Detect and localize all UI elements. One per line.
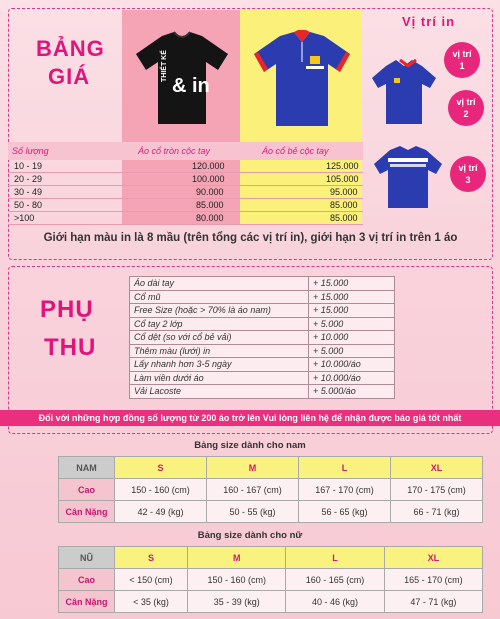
surcharge-label: Lấy nhanh hơn 3-5 ngày: [130, 358, 309, 372]
surcharge-label: Free Size (hoặc > 70% là áo nam): [130, 304, 309, 318]
height-label: Cao: [59, 569, 115, 591]
size-header: XL: [384, 547, 482, 569]
price-row: [8, 160, 363, 173]
surcharge-label: Cổ dệt (so với cổ bẻ vải): [130, 331, 309, 345]
surcharge-table: [129, 276, 395, 399]
table-row: [59, 569, 483, 591]
surcharge-value: + 15.000: [309, 290, 395, 304]
surcharge-title-line2: THU: [44, 334, 97, 361]
polo-back-position: [372, 142, 452, 214]
height-cell: < 150 (cm): [115, 569, 188, 591]
surcharge-value: + 10.000/áo: [309, 358, 395, 372]
print-limit-note: Giới hạn màu in là 8 mầu (trên tổng các vị trí in), giới hạn 3 vị trí in trên 1 áo: [43, 232, 458, 244]
price-row: [8, 199, 363, 212]
weight-cell: 40 - 46 (kg): [286, 591, 384, 613]
height-cell: 160 - 165 (cm): [286, 569, 384, 591]
tee-print-text-1: THIẾT KẾ: [161, 50, 168, 82]
weight-cell: 56 - 65 (kg): [299, 501, 391, 523]
surcharge-value: + 10.000: [309, 331, 395, 345]
position-2-badge: [446, 88, 486, 128]
surcharge-value: + 5.000: [309, 344, 395, 358]
round-price-cell: 80.000: [196, 213, 224, 223]
weight-cell: 50 - 55 (kg): [207, 501, 299, 523]
collar-price-cell: 105.000: [326, 174, 359, 184]
table-row: [59, 479, 483, 501]
height-cell: 170 - 175 (cm): [391, 479, 483, 501]
bulk-order-banner: Đối với những hợp đồng số lượng từ 200 áo trở lên Vui lòng liên hệ để nhận được báo giá tốt nhất: [0, 410, 500, 426]
surcharge-label: Làm viền dưới áo: [130, 371, 309, 385]
surcharge-label: Cổ tay 2 lớp: [130, 317, 309, 331]
surcharge-title-line1: PHỤ: [40, 296, 94, 323]
collar-price-cell: 85.000: [330, 200, 358, 210]
position-3-badge: [448, 154, 488, 194]
table-row: [59, 547, 483, 569]
male-size-title: Bảng size dành cho nam: [194, 440, 306, 451]
table-row: [130, 371, 395, 385]
blue-polo-image: [250, 28, 354, 132]
table-row: [130, 385, 395, 399]
height-cell: 150 - 160 (cm): [188, 569, 286, 591]
round-price-cell: 85.000: [196, 200, 224, 210]
size-header: M: [207, 457, 299, 479]
size-header: L: [299, 457, 391, 479]
tee-print-text-2: & in: [172, 75, 210, 97]
size-header: XL: [391, 457, 483, 479]
surcharge-value: + 15.000: [309, 304, 395, 318]
table-row: [130, 317, 395, 331]
size-header: S: [115, 457, 207, 479]
male-size-table: [58, 456, 483, 523]
height-cell: 167 - 170 (cm): [299, 479, 391, 501]
table-row: [130, 277, 395, 291]
female-size-table: [58, 546, 483, 613]
size-header: S: [115, 547, 188, 569]
surcharge-label: Cổ mũ: [130, 290, 309, 304]
table-row: [130, 290, 395, 304]
svg-text:3: 3: [465, 175, 471, 185]
qty-cell: 10 - 19: [14, 161, 43, 171]
height-cell: 160 - 167 (cm): [207, 479, 299, 501]
surcharge-value: + 15.000: [309, 277, 395, 291]
qty-header: Số lượng: [12, 146, 49, 156]
weight-cell: < 35 (kg): [115, 591, 188, 613]
table-row: [130, 304, 395, 318]
black-tshirt-image: [132, 28, 232, 128]
svg-text:vị trí: vị trí: [456, 97, 476, 107]
surcharge-label: Thêm màu (lưới) in: [130, 344, 309, 358]
qty-cell: 20 - 29: [14, 174, 43, 184]
surcharge-value: + 5.000/áo: [309, 385, 395, 399]
round-price-cell: 120.000: [192, 161, 225, 171]
svg-text:2: 2: [463, 109, 469, 119]
price-title-line2: GIÁ: [48, 64, 91, 89]
table-row: [130, 344, 395, 358]
round-price-cell: 100.000: [192, 174, 225, 184]
height-cell: 150 - 160 (cm): [115, 479, 207, 501]
gender-label: NAM: [59, 457, 115, 479]
surcharge-label: Vải Lacoste: [130, 385, 309, 399]
gender-label: NŨ: [59, 547, 115, 569]
qty-cell: 30 - 49: [14, 187, 43, 197]
collar-header: Áo cổ bẻ cộc tay: [262, 146, 329, 156]
price-row: [8, 173, 363, 186]
height-cell: 165 - 170 (cm): [384, 569, 482, 591]
table-row: [59, 457, 483, 479]
surcharge-value: + 10.000/áo: [309, 371, 395, 385]
qty-cell: >100: [14, 213, 35, 223]
price-row: [8, 212, 363, 225]
height-label: Cao: [59, 479, 115, 501]
collar-price-cell: 125.000: [326, 161, 359, 171]
print-position-title: Vị trí in: [402, 14, 456, 29]
weight-cell: 47 - 71 (kg): [384, 591, 482, 613]
collar-price-cell: 85.000: [330, 213, 358, 223]
price-row: [8, 186, 363, 199]
weight-label: Cân Nặng: [59, 591, 115, 613]
round-neck-header: Áo cổ tròn cộc tay: [138, 146, 211, 156]
svg-text:vị trí: vị trí: [452, 49, 472, 59]
qty-cell: 50 - 80: [14, 200, 43, 210]
svg-text:vị trí: vị trí: [458, 163, 478, 173]
table-row: [130, 331, 395, 345]
weight-cell: 42 - 49 (kg): [115, 501, 207, 523]
svg-text:1: 1: [459, 61, 465, 71]
table-row: [130, 358, 395, 372]
weight-cell: 66 - 71 (kg): [391, 501, 483, 523]
price-title-line1: BẢNG: [36, 36, 105, 61]
size-header: L: [286, 547, 384, 569]
surcharge-label: Áo dài tay: [130, 277, 309, 291]
weight-cell: 35 - 39 (kg): [188, 591, 286, 613]
surcharge-value: + 5.000: [309, 317, 395, 331]
table-row: [59, 591, 483, 613]
size-header: M: [188, 547, 286, 569]
collar-price-cell: 95.000: [330, 187, 358, 197]
table-row: [59, 501, 483, 523]
female-size-title: Bảng size dành cho nữ: [197, 530, 303, 541]
round-price-cell: 90.000: [196, 187, 224, 197]
position-1-badge: [442, 40, 482, 80]
weight-label: Cân Nặng: [59, 501, 115, 523]
